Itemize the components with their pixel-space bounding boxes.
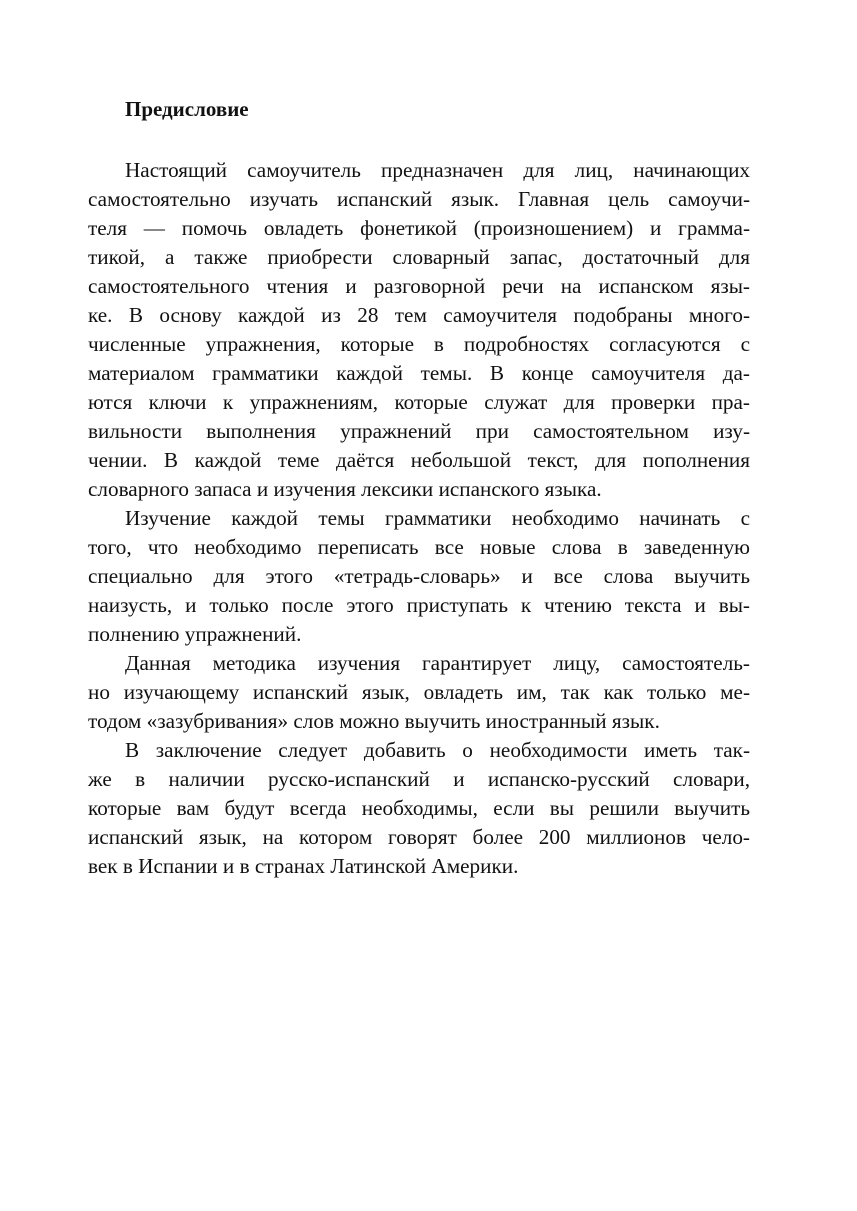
text-line: век в Испании и в странах Латинской Америки.	[88, 854, 519, 878]
text-line: но изучающему испанский язык, овладеть им, так как только ме-	[88, 680, 750, 704]
paragraph-1	[88, 156, 750, 504]
body-text	[88, 156, 750, 881]
text-line: ются ключи к упражнениям, которые служат для проверки пра-	[88, 390, 750, 414]
text-line: Изучение каждой темы грамматики необходимо начинать с	[125, 506, 750, 530]
text-line: материалом грамматики каждой темы. В конце самоучителя да-	[88, 361, 750, 385]
text-line: Настоящий самоучитель предназначен для лиц, начинающих	[125, 158, 750, 182]
paragraph-2	[88, 504, 750, 649]
text-line: которые вам будут всегда необходимы, если вы решили выучить	[88, 796, 750, 820]
text-line: чении. В каждой теме даётся небольшой текст, для пополнения	[88, 448, 750, 472]
text-line: тикой, а также приобрести словарный запас, достаточный для	[88, 245, 750, 269]
text-line: ке. В основу каждой из 28 тем самоучителя подобраны много-	[88, 303, 750, 327]
text-line: численные упражнения, которые в подробностях согласуются с	[88, 332, 750, 356]
text-line: специально для этого «тетрадь-словарь» и все слова выучить	[88, 564, 750, 588]
text-line: наизусть, и только после этого приступать к чтению текста и вы-	[88, 593, 750, 617]
text-line: В заключение следует добавить о необходимости иметь так-	[125, 738, 750, 762]
text-line: словарного запаса и изучения лексики испанского языка.	[88, 477, 602, 501]
text-line: самостоятельно изучать испанский язык. Главная цель самоучи-	[88, 187, 750, 211]
text-line: самостоятельного чтения и разговорной речи на испанском язы-	[88, 274, 750, 298]
text-line: вильности выполнения упражнений при самостоятельном изу-	[88, 419, 750, 443]
page-title: Предисловие	[125, 97, 249, 121]
text-line: теля — помочь овладеть фонетикой (произношением) и грамма-	[88, 216, 750, 240]
text-line: испанский язык, на котором говорят более 200 миллионов чело-	[88, 825, 750, 849]
text-line: же в наличии русско-испанский и испанско-русский словари,	[88, 767, 750, 791]
text-line: того, что необходимо переписать все новые слова в заведенную	[88, 535, 750, 559]
text-line: Данная методика изучения гарантирует лицу, самостоятель-	[125, 651, 750, 675]
paragraph-3	[88, 649, 750, 736]
text-line: тодом «зазубривания» слов можно выучить иностранный язык.	[88, 709, 660, 733]
document-page	[88, 94, 750, 881]
text-line: полнению упражнений.	[88, 622, 302, 646]
paragraph-4	[88, 736, 750, 881]
